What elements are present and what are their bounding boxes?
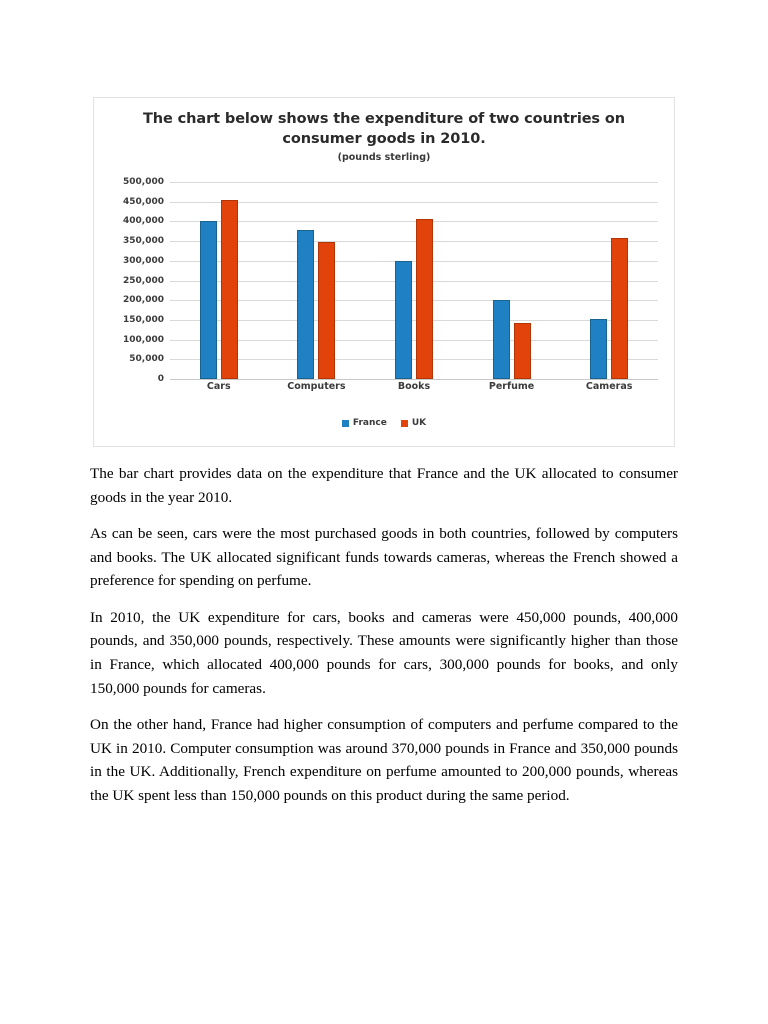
y-axis-tick-label: 400,000 bbox=[123, 216, 164, 227]
x-axis-category-labels bbox=[170, 381, 658, 392]
legend-label: UK bbox=[411, 418, 427, 428]
y-axis-tick-label: 250,000 bbox=[123, 275, 164, 286]
bar-group bbox=[170, 182, 268, 379]
y-axis-tick-label: 450,000 bbox=[123, 196, 164, 207]
y-axis-tick-label: 150,000 bbox=[123, 314, 164, 325]
plot-area bbox=[170, 182, 658, 379]
bar-france-cars bbox=[200, 221, 217, 379]
bar-group bbox=[560, 182, 658, 379]
bar-uk-perfume bbox=[514, 323, 531, 379]
y-axis-tick-label: 300,000 bbox=[123, 255, 164, 266]
bar-uk-computers bbox=[318, 242, 335, 379]
legend-swatch-icon bbox=[342, 420, 349, 427]
bar-group bbox=[268, 182, 366, 379]
y-axis-tick-label: 0 bbox=[157, 374, 164, 384]
paragraph: On the other hand, France had higher consumption of computers and perfume compared to the UK in 2010. Computer consumption was around 370,000 pounds in France and 350,000 pounds in the UK. Additionally, French expenditure on perfume amounted to 200,000 pounds, whereas the UK spent less than 150,000 pounds on this product during the same period. bbox=[90, 716, 678, 804]
bar-france-perfume bbox=[493, 300, 510, 379]
legend-swatch-icon bbox=[401, 420, 408, 427]
x-axis-label-computers: Computers bbox=[287, 381, 346, 392]
paragraph: The bar chart provides data on the expenditure that France and the UK allocated to consumer goods in the year 2010. bbox=[90, 465, 678, 506]
x-axis-label-cameras: Cameras bbox=[585, 381, 633, 392]
chart-title: The chart below shows the expenditure of two countries on consumer goods in 2010. bbox=[142, 111, 625, 147]
axis-baseline bbox=[170, 379, 658, 380]
y-axis-tick-label: 50,000 bbox=[129, 354, 164, 365]
bar-uk-cameras bbox=[611, 238, 628, 379]
y-axis-tick-labels bbox=[102, 177, 164, 384]
plot-area-wrapper bbox=[94, 177, 676, 392]
y-axis-tick-label: 500,000 bbox=[123, 177, 164, 187]
y-axis-tick-label: 100,000 bbox=[123, 334, 164, 345]
bar-group bbox=[365, 182, 463, 379]
bar-france-cameras bbox=[590, 319, 607, 379]
x-axis-label-cars: Cars bbox=[206, 381, 231, 392]
chart-subtitle: (pounds sterling) bbox=[337, 152, 431, 164]
y-axis-tick-label: 350,000 bbox=[123, 236, 164, 247]
legend-item-uk[interactable] bbox=[401, 418, 426, 428]
chart-legend bbox=[94, 418, 674, 428]
y-axis-tick-label: 200,000 bbox=[123, 295, 164, 306]
x-axis-label-perfume: Perfume bbox=[488, 381, 535, 392]
legend-label: France bbox=[352, 418, 387, 428]
bar-group bbox=[463, 182, 561, 379]
bar-uk-cars bbox=[221, 200, 238, 379]
bar-france-computers bbox=[297, 230, 314, 379]
bar-groups bbox=[170, 182, 658, 379]
body-copy bbox=[90, 462, 678, 807]
x-axis-label-books: Books bbox=[397, 381, 431, 392]
bar-uk-books bbox=[416, 219, 433, 379]
bar-chart-figure bbox=[93, 97, 675, 447]
paragraph: In 2010, the UK expenditure for cars, books and cameras were 450,000 pounds, 400,000 pounds, and 350,000 pounds, respectively. These amounts were significantly higher than those in France, which allocated 400,000 pounds for cars, 300,000 pounds for books, and only 150,000 pounds for cameras. bbox=[90, 608, 678, 697]
legend-item-france[interactable] bbox=[342, 418, 387, 428]
paragraph: As can be seen, cars were the most purchased goods in both countries, followed by computers and books. The UK allocated significant funds towards cameras, whereas the French showed a preference for spending on perfume. bbox=[90, 525, 678, 590]
bar-france-books bbox=[395, 261, 412, 379]
